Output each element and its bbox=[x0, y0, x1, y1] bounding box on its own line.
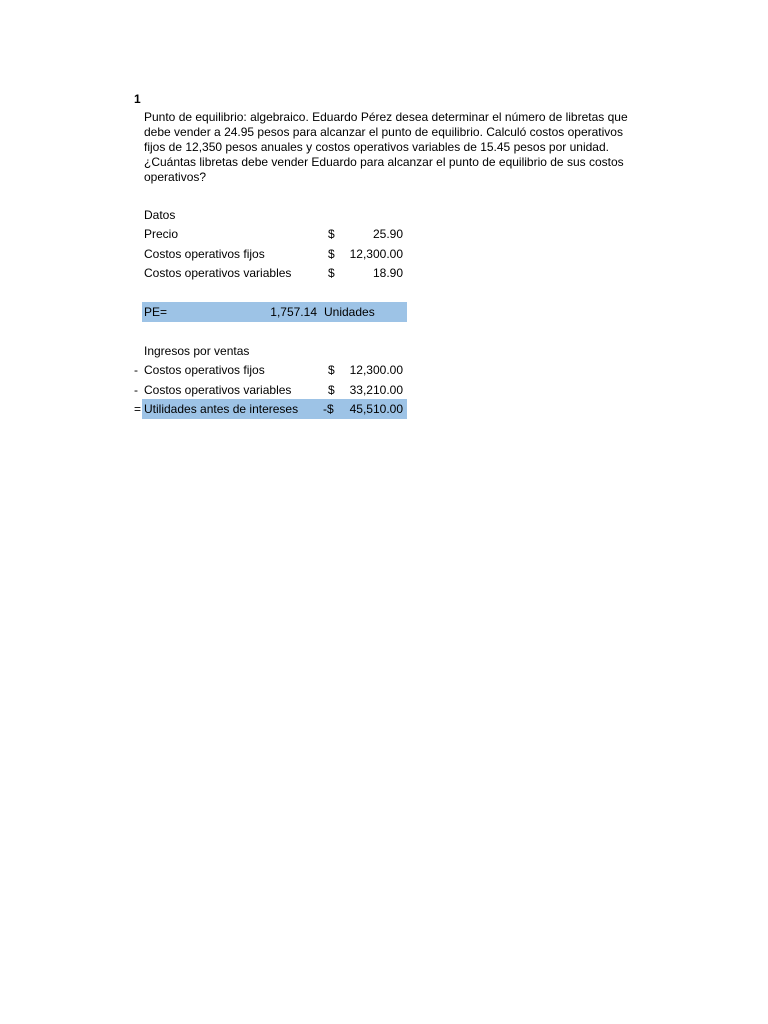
row-prefix: - bbox=[134, 363, 138, 377]
income-label: Costos operativos fijos bbox=[144, 363, 265, 377]
row-prefix: - bbox=[134, 383, 138, 397]
currency-symbol: $ bbox=[328, 363, 335, 377]
total-label: Utilidades antes de intereses bbox=[144, 402, 299, 416]
problem-statement: Punto de equilibrio: algebraico. Eduardo Pérez desea determinar el número de libretas que debe vender a 24.95 pesos para alcanzar el punto de equilibrio. Calculó costos operativos fijos de 12,350 pesos anuales y costos operativos variables de 15.45 pesos por unidad. ¿Cuántas libretas debe vender Eduardo para alcanzar el punto de equilibrio de sus costos operativos? bbox=[144, 110, 628, 184]
exercise-number: 1 bbox=[134, 92, 141, 106]
datos-label: Costos operativos variables bbox=[144, 266, 292, 280]
row-prefix: = bbox=[134, 402, 142, 416]
income-value: 33,210.00 bbox=[349, 383, 403, 397]
currency-symbol: $ bbox=[328, 383, 335, 397]
currency-symbol: $ bbox=[328, 247, 335, 261]
pe-label: PE= bbox=[144, 305, 168, 319]
income-label: Costos operativos variables bbox=[144, 383, 292, 397]
currency-symbol: $ bbox=[328, 227, 335, 241]
income-heading: Ingresos por ventas bbox=[144, 344, 250, 358]
income-value: 12,300.00 bbox=[349, 363, 403, 377]
pe-unit: Unidades bbox=[324, 305, 375, 319]
datos-value: 18.90 bbox=[372, 266, 403, 280]
datos-value: 12,300.00 bbox=[349, 247, 403, 261]
datos-value: 25.90 bbox=[372, 227, 403, 241]
total-value: 45,510.00 bbox=[349, 402, 403, 416]
pe-value: 1,757.14 bbox=[270, 305, 317, 319]
currency-symbol: -$ bbox=[323, 402, 334, 416]
datos-label: Precio bbox=[144, 227, 179, 241]
datos-label: Costos operativos fijos bbox=[144, 247, 265, 261]
currency-symbol: $ bbox=[328, 266, 335, 280]
datos-heading: Datos bbox=[144, 208, 176, 222]
